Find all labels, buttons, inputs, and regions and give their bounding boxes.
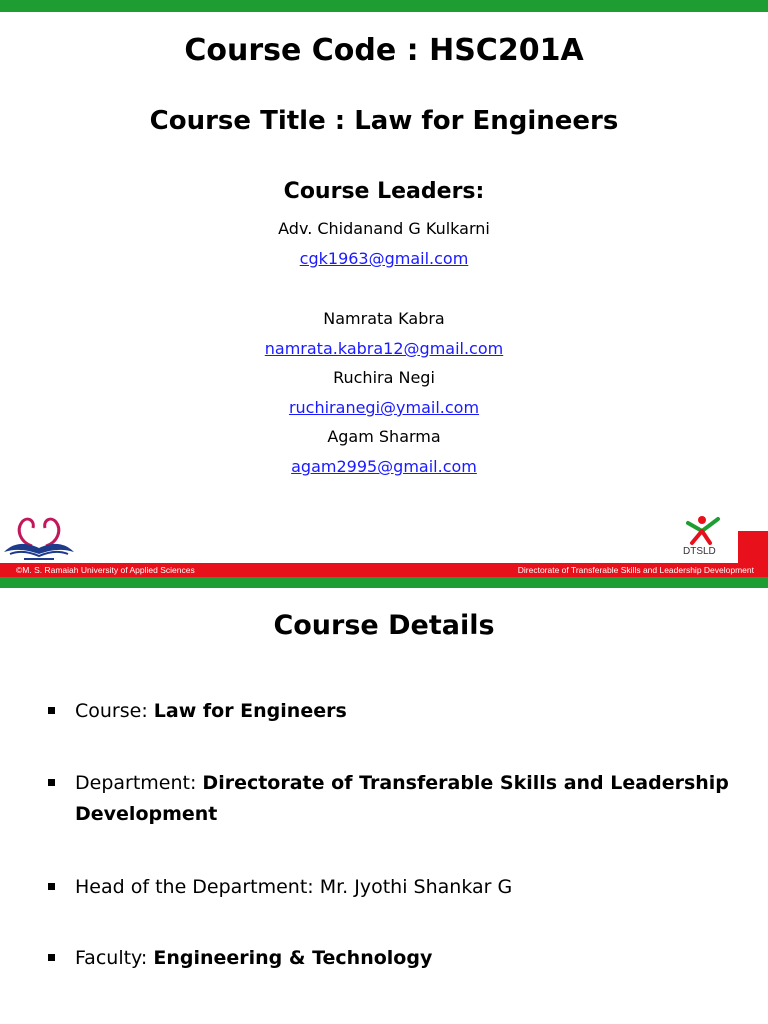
list-item-course <box>48 696 748 727</box>
leader-email-row-1 <box>0 249 768 268</box>
bullet-square-icon <box>48 707 55 714</box>
leader-email-link-3[interactable]: ruchiranegi@ymail.com <box>288 398 480 417</box>
course-details-slide <box>0 588 768 1024</box>
leader-email-row-3 <box>0 398 768 417</box>
leader-name-2: Namrata Kabra <box>323 309 445 328</box>
bullet-value: Engineering & Technology <box>153 947 433 969</box>
list-item-head <box>48 872 748 903</box>
bullet-square-icon <box>48 954 55 961</box>
top-green-bar <box>0 0 768 12</box>
leader-email-row-4 <box>0 457 768 476</box>
course-code: Course Code : HSC201A <box>184 33 584 68</box>
course-title: Course Title : Law for Engineers <box>149 106 619 136</box>
bullet-square-icon <box>48 883 55 890</box>
footer-bar <box>0 563 768 577</box>
course-leaders-heading: Course Leaders: <box>283 179 485 204</box>
university-swan-logo <box>2 512 76 562</box>
bullet-square-icon <box>48 779 55 786</box>
course-details-heading: Course Details <box>273 610 495 641</box>
footer-directorate: Directorate of Transferable Skills and Leadership Development <box>517 565 754 575</box>
leader-name-3: Ruchira Negi <box>333 368 435 387</box>
bullet-value: Directorate of Transferable Skills and Leadership Development <box>75 772 729 825</box>
list-item-faculty <box>48 943 748 974</box>
bullet-label: Head of the Department: <box>75 876 320 898</box>
bullet-label: Course: <box>75 700 154 722</box>
leader-email-link-4[interactable]: agam2995@gmail.com <box>291 457 477 476</box>
footer-copyright: ©M. S. Ramaiah University of Applied Sciences <box>16 565 195 575</box>
bottom-green-bar <box>0 577 768 588</box>
bullet-label: Department: <box>75 772 203 794</box>
leader-name-1: Adv. Chidanand G Kulkarni <box>278 219 490 238</box>
red-corner-block <box>738 531 768 563</box>
bullet-value: Mr. Jyothi Shankar G <box>319 876 513 898</box>
bullet-value: Law for Engineers <box>153 700 347 722</box>
leader-email-row-2 <box>0 339 768 358</box>
course-details-list <box>48 696 748 1015</box>
bullet-label: Faculty: <box>75 947 154 969</box>
leader-email-link-1[interactable]: cgk1963@gmail.com <box>299 249 469 268</box>
leader-email-link-2[interactable]: namrata.kabra12@gmail.com <box>264 339 504 358</box>
leader-name-4: Agam Sharma <box>327 427 441 446</box>
list-item-department <box>48 768 748 830</box>
dtsld-logo-text: DTSLD <box>683 546 716 557</box>
